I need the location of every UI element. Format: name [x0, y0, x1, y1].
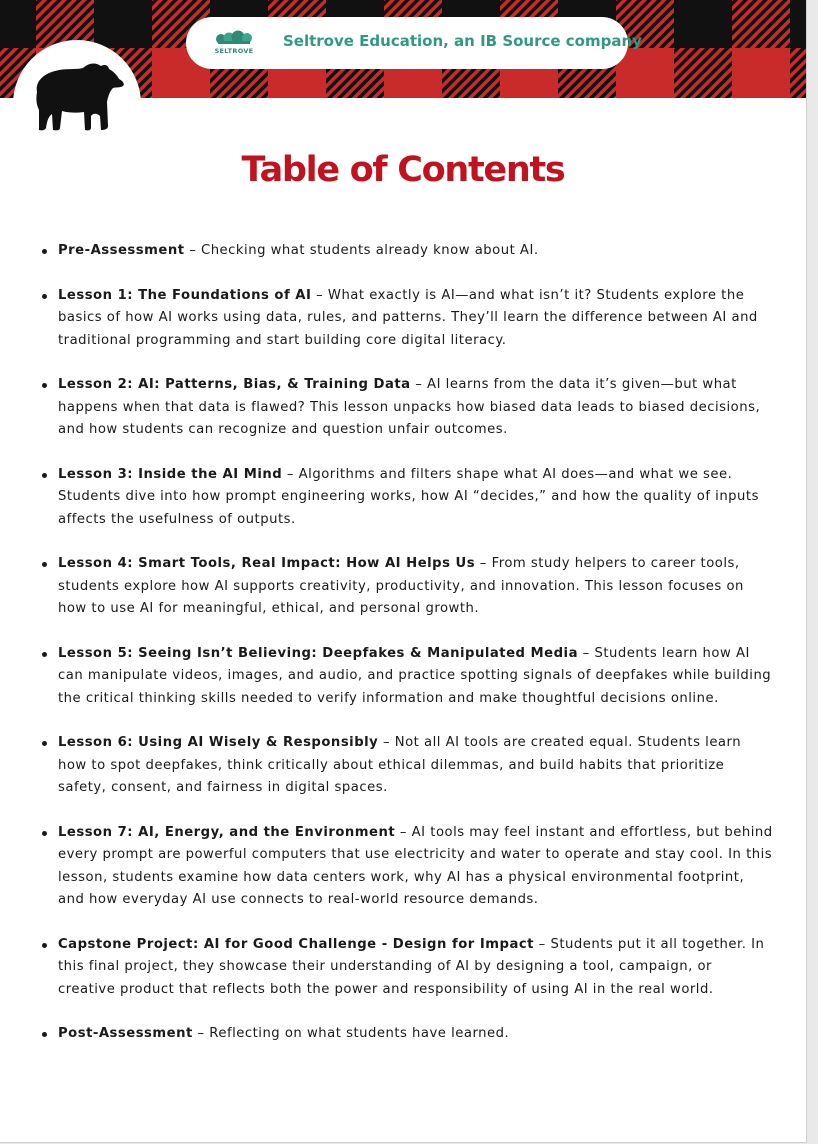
toc-item-lesson-5 — [58, 643, 773, 710]
toc-item-description: – Not all AI tools are created equal. Students learn how to spot deepfakes, think critically about ethical dilemmas, and build habits that prioritize safety, consent, and fairness in digital spaces. — [58, 735, 742, 796]
toc-item-lesson-4 — [58, 553, 773, 620]
toc-item-label: Pre-Assessment — [58, 243, 185, 258]
toc-item-description: – What exactly is AI—and what isn’t it? Students explore the basics of how AI works using data, rules, and patterns. They’ll learn the difference between AI and traditional programming and start building core digital literacy. — [58, 287, 758, 348]
toc-item-label: Lesson 5: Seeing Isn’t Believing: Deepfakes & Manipulated Media — [58, 645, 578, 661]
toc-item-label: Lesson 7: AI, Energy, and the Environment — [58, 824, 396, 840]
toc-item-label: Lesson 2: AI: Patterns, Bias, & Training Data — [58, 377, 411, 393]
toc-item-label: Lesson 1: The Foundations of AI — [58, 287, 312, 303]
brand-pill — [186, 17, 642, 69]
toc-item-description: – Algorithms and filters shape what AI does—and what we see. Students dive into how prompt engineering works, how AI “decides,” and how the quality of inputs affects the usefulness of outputs. — [58, 466, 759, 527]
toc-item-pre-assessment — [58, 240, 773, 262]
toc-list — [58, 240, 773, 1068]
brand-name: Seltrove Education, an IB Source company — [283, 32, 642, 50]
toc-item-description: – AI learns from the data it’s given—but what happens when that data is flawed? This lesson unpacks how biased data leads to biased decisions, and how students can recognize and question unfair outcomes. — [58, 377, 761, 438]
toc-item-capstone — [58, 934, 773, 1001]
toc-item-label: Lesson 3: Inside the AI Mind — [58, 466, 283, 482]
toc-item-lesson-3 — [58, 464, 773, 531]
toc-item-description: – Students learn how AI can manipulate videos, images, and audio, and practice spotting signals of deepfakes while building the critical thinking skills needed to verify information and make thoughtful decisions online. — [58, 645, 772, 706]
toc-item-description: – Students put it all together. In this final project, they showcase their understanding of AI by designing a tool, campaign, or creative product that reflects both the power and responsibility of using AI in the real world. — [58, 936, 765, 997]
toc-item-description: – AI tools may feel instant and effortless, but behind every prompt are powerful computers that use electricity and water to operate and stay cool. In this lesson, students examine how data centers work, why AI has a physical environmental footprint, and how everyday AI use connects to real-world resource demands. — [58, 824, 773, 908]
toc-item-description: – From study helpers to career tools, students explore how AI supports creativity, productivity, and innovation. This lesson focuses on how to use AI for meaningful, ethical, and personal growth. — [58, 556, 744, 617]
toc-item-lesson-1 — [58, 285, 773, 352]
bear-badge — [13, 40, 141, 168]
toc-item-label: Lesson 6: Using AI Wisely & Responsibly — [58, 735, 379, 751]
seltrove-logo-icon — [214, 29, 254, 57]
toc-item-lesson-2 — [58, 374, 773, 441]
page-title: Table of Contents — [241, 150, 565, 190]
toc-item-description: – Checking what students already know about AI. — [184, 243, 539, 258]
toc-item-description: – Reflecting on what students have learned. — [192, 1026, 510, 1042]
toc-item-post-assessment — [58, 1023, 773, 1045]
toc-item-label: Capstone Project: AI for Good Challenge - Design for Impact — [58, 936, 534, 952]
bear-icon — [31, 58, 125, 134]
toc-item-label: Lesson 4: Smart Tools, Real Impact: How AI Helps Us — [58, 556, 476, 572]
toc-item-lesson-6 — [58, 732, 773, 799]
toc-item-lesson-7 — [58, 822, 773, 912]
logo-text: SELTROVE — [214, 47, 254, 55]
toc-item-label: Post-Assessment — [58, 1026, 193, 1042]
